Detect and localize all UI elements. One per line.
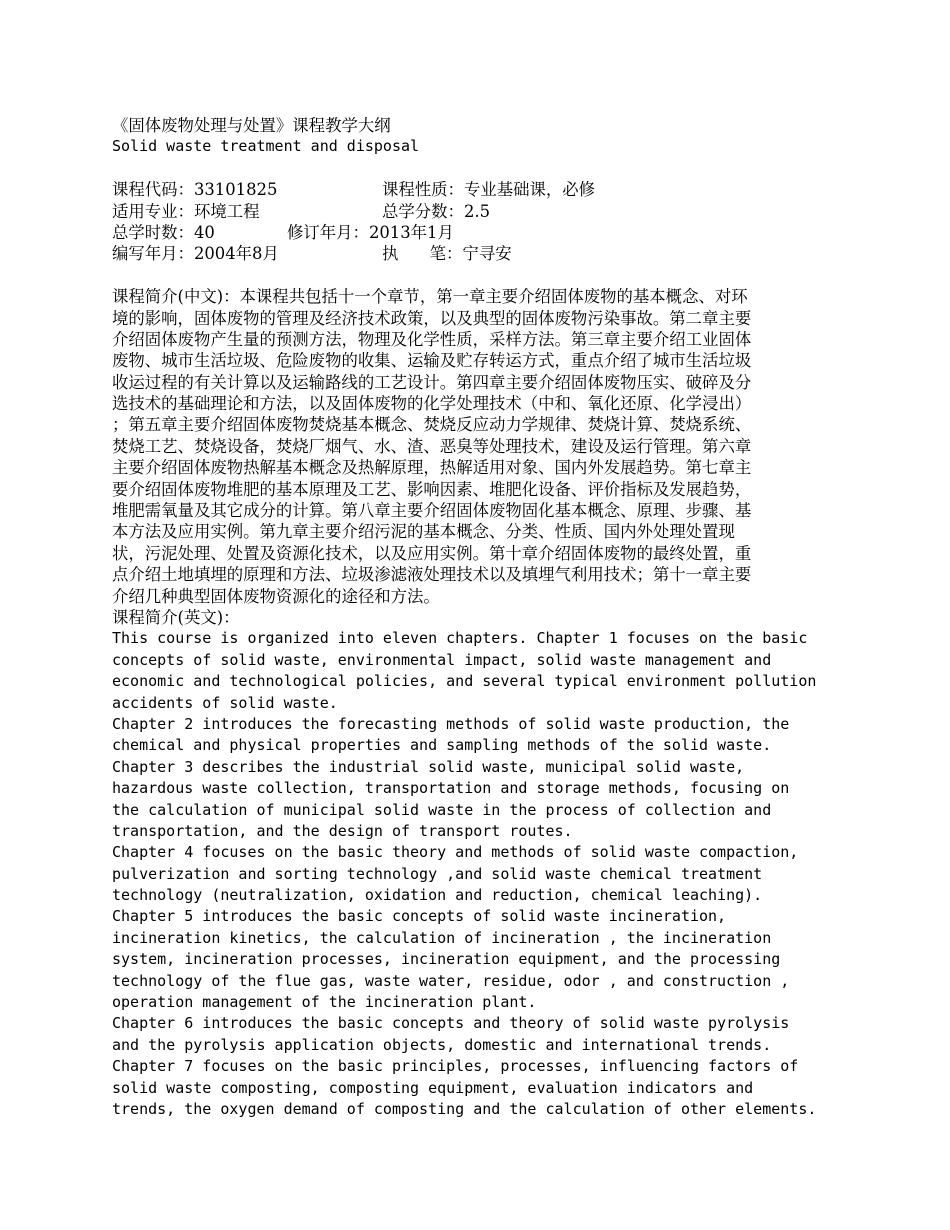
text-line: incineration kinetics, the calculation of incineration , the incineration	[112, 928, 772, 947]
text-line: solid waste composting, composting equipment, evaluation indicators and	[112, 1078, 754, 1097]
text-line: 介绍固体废物产生量的预测方法，物理及化学性质，采样方法。第三章主要介绍工业固体	[112, 329, 752, 349]
text-line: Chapter 4 focuses on the basic theory and methods of solid waste compaction,	[112, 843, 799, 862]
text-line: 堆肥需氧量及其它成分的计算。第八章主要介绍固体废物固化基本概念、原理、步骤、基	[112, 501, 752, 521]
text-line: operation management of the incineration plant.	[112, 993, 537, 1012]
course-intro-en-label: 课程简介(英文)：	[112, 607, 240, 627]
text-line: 废物、城市生活垃圾、危险废物的收集、运输及贮存转运方式，重点介绍了城市生活垃圾	[112, 351, 752, 371]
text-line: 焚烧工艺、焚烧设备，焚烧厂烟气、水、渣、恶臭等处理技术，建设及运行管理。第六章	[112, 436, 752, 456]
text-line: Chapter 5 introduces the basic concepts of solid waste incineration,	[112, 907, 727, 926]
text-line: transportation, and the design of transport routes.	[112, 821, 573, 840]
meta-row-hours	[112, 222, 842, 243]
total-hours: 总学时数：40	[112, 222, 215, 242]
text-line: 境的影响，固体废物的管理及经济技术政策，以及典型的固体废物污染事故。第二章主要	[112, 308, 752, 328]
text-line: concepts of solid waste, environmental impact, solid waste management and	[112, 650, 772, 669]
spacer	[112, 158, 842, 179]
course-title-en: Solid waste treatment and disposal	[112, 137, 420, 156]
written-date: 编写年月：2004年8月	[112, 244, 279, 264]
revised-date: 修订年月：2013年1月	[287, 222, 454, 242]
author: 执 笔：宁寻安	[382, 244, 512, 264]
text-line: the calculation of municipal solid waste in the process of collection and	[112, 800, 772, 819]
text-line: technology of the flue gas, waste water, residue, odor , and construction ,	[112, 971, 790, 990]
course-code: 课程代码：33101825	[112, 180, 278, 200]
text-line: Chapter 6 introduces the basic concepts and theory of solid waste pyrolysis	[112, 1014, 790, 1033]
text-line: accidents of solid waste.	[112, 693, 338, 712]
meta-row-written	[112, 243, 842, 264]
text-line: ；第五章主要介绍固体废物焚烧基本概念、焚烧反应动力学规律、焚烧计算、焚烧系统、	[112, 415, 752, 435]
text-line: Chapter 7 focuses on the basic principles, processes, influencing factors of	[112, 1057, 799, 1076]
text-line: Chapter 3 describes the industrial solid waste, municipal solid waste,	[112, 757, 745, 776]
syllabus-page	[112, 115, 842, 1120]
text-line: This course is organized into eleven chapters. Chapter 1 focuses on the basic	[112, 629, 808, 648]
text-line: 介绍几种典型固体废物资源化的途径和方法。	[112, 586, 440, 606]
text-line: pulverization and sorting technology ,and solid waste chemical treatment	[112, 864, 763, 883]
text-line: 主要介绍固体废物热解基本概念及热解原理，热解适用对象、国内外发展趋势。第七章主	[112, 458, 752, 478]
text-line: hazardous waste collection, transportation and storage methods, focusing on	[112, 779, 790, 798]
meta-row-major	[112, 201, 842, 222]
text-line: economic and technological policies, and several typical environment pollution	[112, 672, 817, 691]
text-line: 状，污泥处理、处置及资源化技术，以及应用实例。第十章介绍固体废物的最终处置，重	[112, 543, 752, 563]
spacer	[112, 265, 842, 286]
text-line: system, incineration processes, incineration equipment, and the processing	[112, 950, 781, 969]
text-line: chemical and physical properties and sampling methods of the solid waste.	[112, 736, 772, 755]
course-nature: 课程性质：专业基础课，必修	[382, 180, 596, 200]
course-title-zh: 《固体废物处理与处置》课程教学大纲	[112, 116, 391, 135]
text-line: technology (neutralization, oxidation and reduction, chemical leaching).	[112, 886, 763, 905]
course-intro-zh	[112, 286, 842, 607]
text-line: and the pyrolysis application objects, domestic and international trends.	[112, 1035, 772, 1054]
course-intro-en	[112, 628, 842, 1120]
text-line: trends, the oxygen demand of composting and the calculation of other elements.	[112, 1099, 817, 1118]
applicable-major: 适用专业：环境工程	[112, 201, 260, 221]
text-line: 选技术的基础理论和方法，以及固体废物的化学处理技术（中和、氧化还原、化学浸出）	[112, 394, 752, 414]
total-credits: 总学分数：2.5	[382, 201, 491, 221]
text-line: Chapter 2 introduces the forecasting methods of solid waste production, the	[112, 714, 790, 733]
text-line: 收运过程的有关计算以及运输路线的工艺设计。第四章主要介绍固体废物压实、破碎及分	[112, 372, 752, 392]
text-line: 本方法及应用实例。第九章主要介绍污泥的基本概念、分类、性质、国内外处理处置现	[112, 522, 735, 542]
text-line: 点介绍土地填埋的原理和方法、垃圾渗滤液处理技术以及填埋气利用技术；第十一章主要	[112, 565, 752, 585]
text-line: 课程简介(中文)：本课程共包括十一个章节，第一章主要介绍固体废物的基本概念、对环	[112, 287, 748, 307]
text-line: 要介绍固体废物堆肥的基本原理及工艺、影响因素、堆肥化设备、评价指标及发展趋势，	[112, 479, 752, 499]
meta-row-code	[112, 179, 842, 200]
